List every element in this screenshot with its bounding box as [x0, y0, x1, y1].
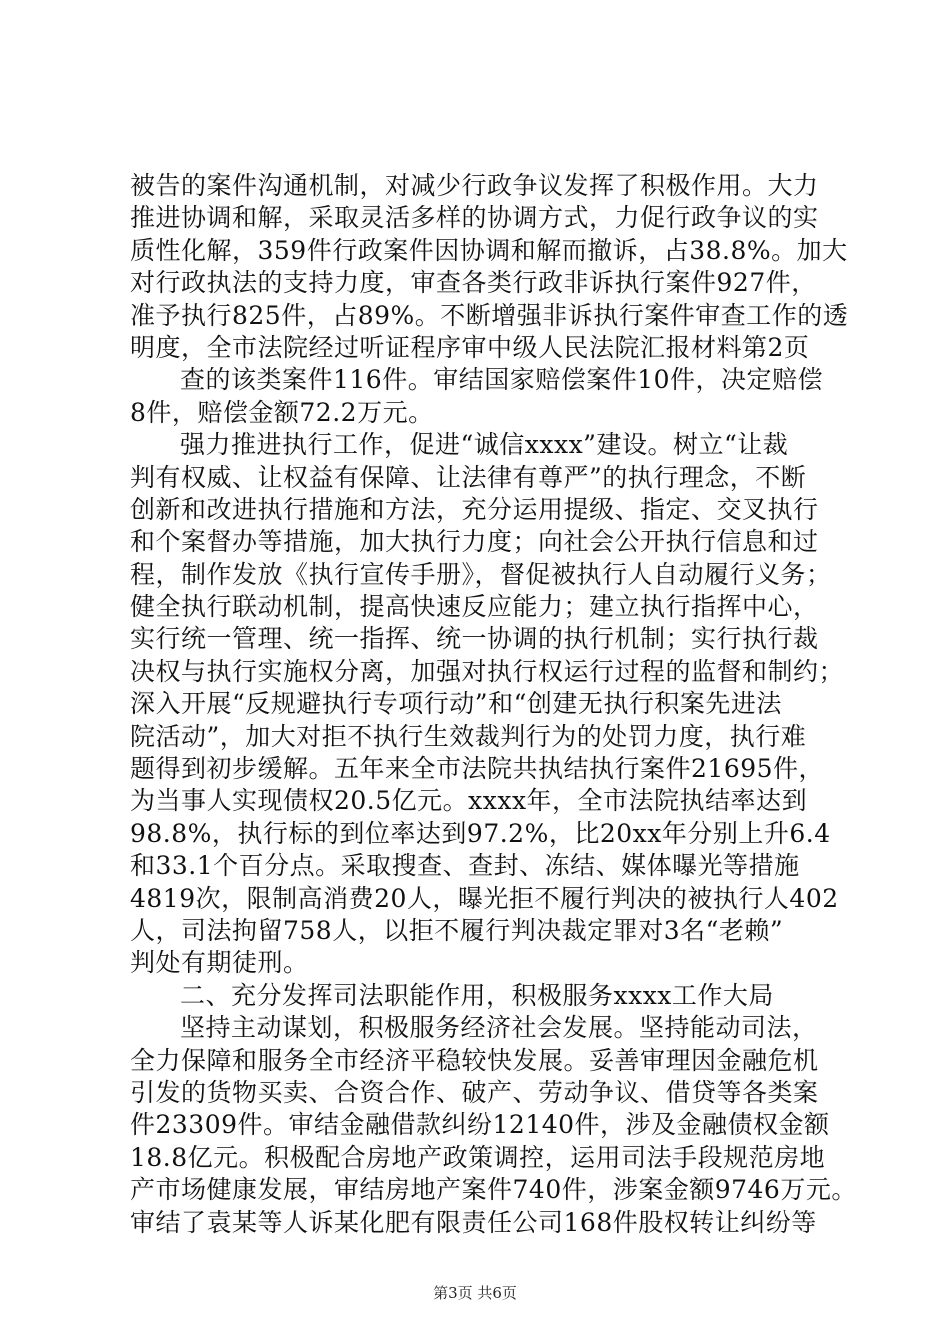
text-line: 产市场健康发展，审结房地产案件740件，涉案金额9746万元。: [130, 1175, 857, 1205]
text-line: 坚持主动谋划，积极服务经济社会发展。坚持能动司法，: [180, 1013, 818, 1043]
text-line: 准予执行825件，占89%。不断增强非诉执行案件审查工作的透: [130, 300, 849, 330]
text-line: 推进协调和解，采取灵活多样的协调方式，力促行政争议的实: [130, 203, 819, 233]
text-line: 8件，赔偿金额72.2万元。: [130, 397, 434, 427]
text-line: 审结了袁某等人诉某化肥有限责任公司168件股权转让纠纷等: [130, 1207, 817, 1237]
text-line: 对行政执法的支持力度，审查各类行政非诉执行案件927件，: [130, 268, 817, 298]
text-line: 引发的货物买卖、合资合作、破产、劳动争议、借贷等各类案: [130, 1077, 819, 1107]
document-body: [130, 170, 857, 1239]
text-line: 被告的案件沟通机制，对减少行政争议发挥了积极作用。大力: [130, 171, 819, 200]
text-line: 判处有期徒刑。: [130, 948, 309, 978]
text-line: 判有权威、让权益有保障、让法律有尊严”的执行理念，不断: [130, 462, 807, 492]
text-line: 查的该类案件116件。审结国家赔偿案件10件，决定赔偿: [180, 365, 824, 395]
text-line: 4819次，限制高消费20人，曝光拒不履行判决的被执行人402: [130, 883, 839, 913]
text-line: 强力推进执行工作，促进“诚信xxxx”建设。树立“让裁: [180, 430, 789, 460]
text-line: 深入开展“反规避执行专项行动”和“创建无执行积案先进法: [130, 689, 782, 719]
text-line: 程，制作发放《执行宣传手册》，督促被执行人自动履行义务；: [130, 559, 832, 589]
text-line: 质性化解，359件行政案件因协调和解而撤诉，占38.8%。加大: [130, 235, 848, 265]
text-line: 为当事人实现债权20.5亿元。xxxx年，全市法院执结率达到: [130, 786, 808, 816]
text-line: 健全执行联动机制，提高快速反应能力；建立执行指挥中心，: [130, 592, 819, 622]
text-line: 件23309件。审结金融借款纠纷12140件，涉及金融债权金额: [130, 1110, 830, 1140]
text-line: 院活动”，加大对拒不执行生效裁判行为的处罚力度，执行难: [130, 721, 807, 751]
text-line: 全力保障和服务全市经济平稳较快发展。妥善审理因金融危机: [130, 1045, 819, 1075]
text-line: 决权与执行实施权分离，加强对执行权运行过程的监督和制约；: [130, 656, 845, 686]
text-line: 题得到初步缓解。五年来全市法院共执结执行案件21695件，: [130, 754, 825, 784]
text-line: 人，司法拘留758人，以拒不履行判决裁定罪对3名“老赖”: [130, 915, 784, 945]
text-line: 明度，全市法院经过听证程序审中级人民法院汇报材料第2页: [130, 332, 810, 362]
text-line: 创新和改进执行措施和方法，充分运用提级、指定、交叉执行: [130, 494, 819, 524]
text-line: 和个案督办等措施，加大执行力度；向社会公开执行信息和过: [130, 527, 819, 557]
text-line: 18.8亿元。积极配合房地产政策调控，运用司法手段规范房地: [130, 1142, 826, 1172]
text-line: 实行统一管理、统一指挥、统一协调的执行机制；实行执行裁: [130, 624, 819, 654]
text-line: 二、充分发挥司法职能作用，积极服务xxxx工作大局: [180, 980, 774, 1010]
text-line: 和33.1个百分点。采取搜查、查封、冻结、媒体曝光等措施: [130, 851, 800, 881]
page-footer: 第3页 共6页: [433, 1284, 517, 1302]
text-line: 98.8%，执行标的到位率达到97.2%，比20xx年分别上升6.4: [130, 818, 831, 848]
